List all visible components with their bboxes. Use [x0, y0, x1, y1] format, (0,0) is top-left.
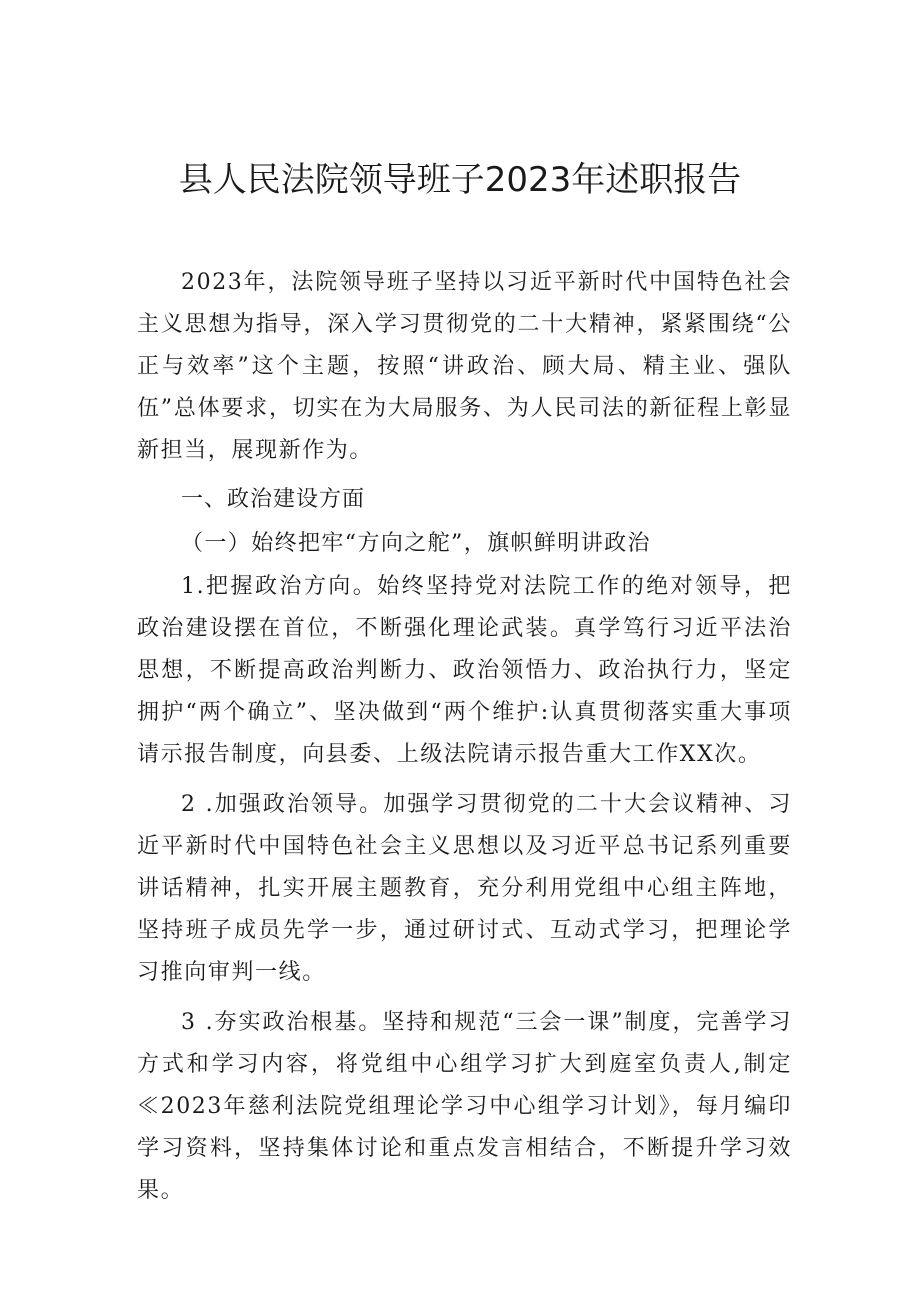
subsection-heading-direction: （一）始终把牢“方向之舵”，旗帜鲜明讲政治	[181, 531, 651, 556]
item-paragraph-3: 3 .夯实政治根基。坚持和规范“三会一课”制度，完善学习方式和学习内容，将党组中心组学习扩大到庭室负责人,制定≪2023年慈利法院党组理论学习中心组学习计划》，每月编印学习资料，坚持集体讨论和重点发言相结合，不断提升学习效果。	[137, 1010, 792, 1203]
document-body	[137, 262, 792, 1212]
item-paragraph-1: 1.把握政治方向。始终坚持党对法院工作的绝对领导，把政治建设摆在首位，不断强化理论武装。真学笃行习近平法治思想，不断提高政治判断力、政治领悟力、政治执行力，坚定拥护“两个确立”、坚决做到“两个维护:认真贯彻落实重大事项请示报告制度，向县委、上级法院请示报告重大工作XX次。	[137, 574, 792, 767]
document-title: 县人民法院领导班子2023年述职报告	[178, 160, 742, 200]
section-heading-political-construction: 一、政治建设方面	[181, 487, 366, 512]
intro-paragraph: 2023年，法院领导班子坚持以习近平新时代中国特色社会主义思想为指导，深入学习贯彻党的二十大精神，紧紧围绕“公正与效率”这个主题，按照“讲政治、顾大局、精主业、强队伍”总体要求，切实在为大局服务、为人民司法的新征程上彰显新担当，展现新作为。	[137, 270, 792, 463]
item-paragraph-2: 2 .加强政治领导。加强学习贯彻党的二十大会议精神、习近平新时代中国特色社会主义思想以及习近平总书记系列重要讲话精神，扎实开展主题教育，充分利用党组中心组主阵地，坚持班子成员先学一步，通过研讨式、互动式学习，把理论学习推向审判一线。	[137, 792, 792, 985]
